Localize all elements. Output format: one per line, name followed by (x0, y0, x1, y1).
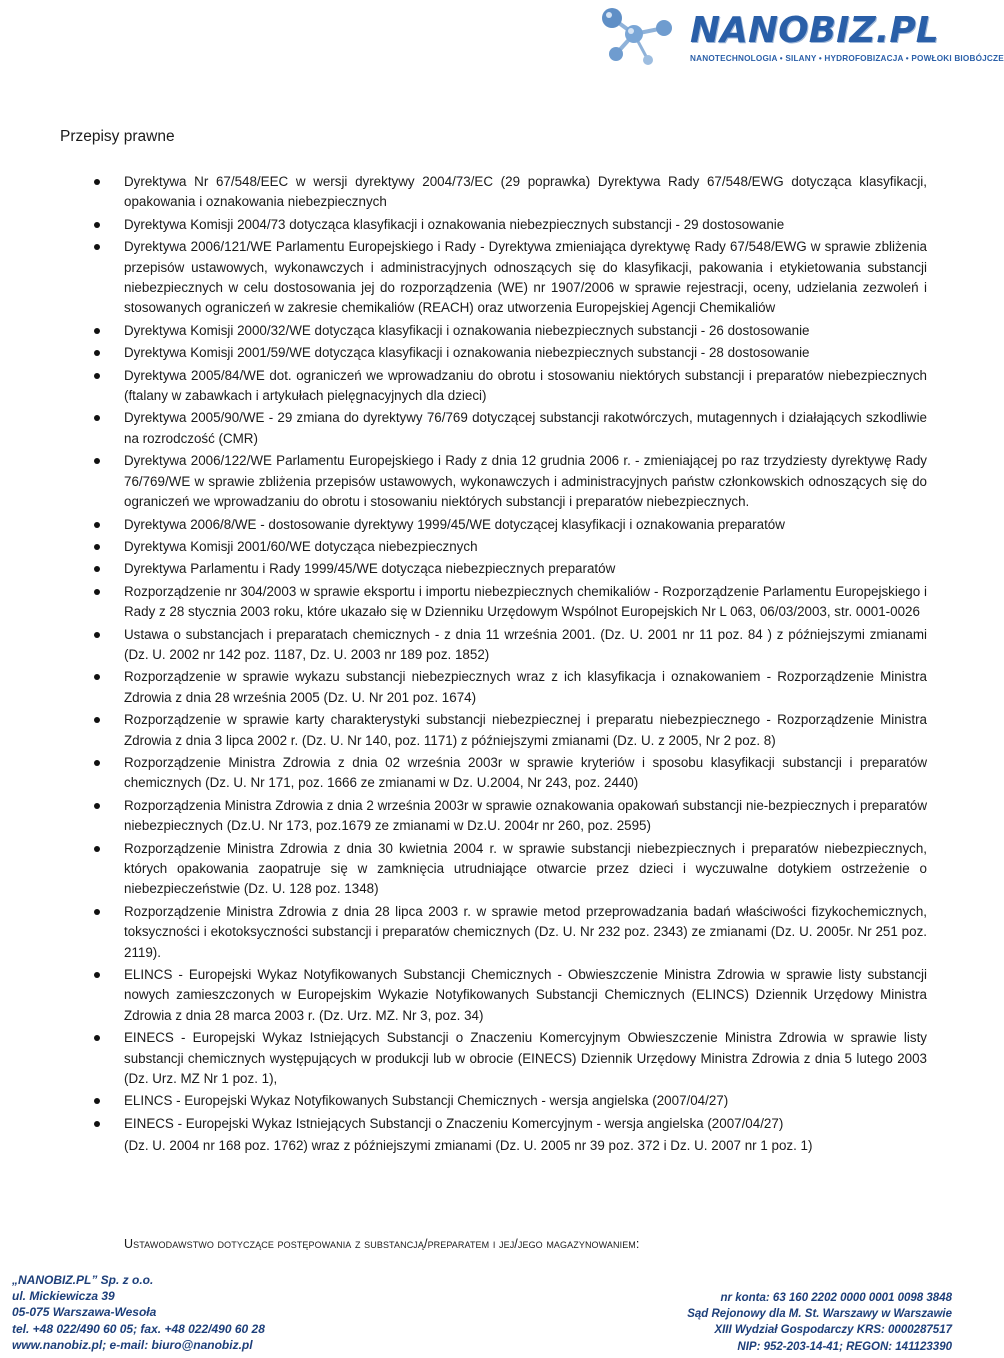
list-item (124, 1028, 927, 1089)
bullet-icon (94, 544, 100, 550)
list-item-text: Rozporządzenie nr 304/2003 w sprawie eksportu i importu niebezpiecznych chemikaliów - Rozporządzenie Parlamentu Europejskiego i Rady z 28 stycznia 2003 roku, które ukazało się w Dzienniku Urzędowym Wspólnot Europejskich Nr L 063, 06/03/2003, str. 0001-0026 (124, 583, 927, 620)
molecule-icon (594, 4, 704, 70)
list-item (124, 1114, 927, 1134)
bullet-icon (94, 350, 100, 356)
bullet-icon (94, 1121, 100, 1127)
list-item (124, 710, 927, 751)
list-item-text: Rozporządzenie w sprawie karty charakterystyki substancji niebezpiecznej i preparatu niebezpiecznego - Rozporządzenie Ministra Zdrowia z dnia 3 lipca 2002 r. (Dz. U. Nr 140, poz. 1171) z późniejszymi zmianami (Dz. U. z 2005, Nr 2 poz. 8) (124, 712, 927, 748)
list-item-text: Rozporządzenie Ministra Zdrowia z dnia 30 kwietnia 2004 r. w sprawie substancji niebezpiecznych i preparatów niebezpiecznych, których opakowania zaopatruje się w zamknięcia utrudniające otwarcie przez dzieci i wyczuwalne dotykiem ostrzeżenie o niebezpieczeństwie (Dz. U. 128 poz. 1348) (124, 840, 927, 897)
list-item-text: Dyrektywa 2006/121/WE Parlamentu Europejskiego i Rady - Dyrektywa zmieniająca dyrektywę Rady 67/548/EWG w sprawie zbliżenia przepisów ustawowych, wykonawczych i administracyjnych odnoszących się do klasyfikacji, pakowania i etykietowania substancji niebezpiecznych w celu dostosowania jej do rozporządzenia (WE) nr 1907/2006 w sprawie rejestracji, oceny, udzielania zezwoleń i stosowanych ograniczeń w zakresie chemikaliów (REACH) oraz utworzenia Europejskiej Agencji Chemikaliów (124, 239, 927, 316)
bullet-icon (94, 803, 100, 809)
bullet-icon (94, 373, 100, 379)
list-item (124, 1091, 927, 1111)
bullet-icon (94, 1035, 100, 1041)
list-item (124, 796, 927, 837)
list-item-text: Dyrektywa Komisji 2001/59/WE dotycząca klasyfikacji i oznakowania niebezpiecznych substancji - 28 dostosowanie (124, 345, 810, 361)
list-item-text: Dyrektywa Komisji 2001/60/WE dotycząca niebezpiecznych (124, 538, 478, 554)
bullet-icon (94, 458, 100, 464)
list-item-text: Rozporządzenia Ministra Zdrowia z dnia 2 września 2003r w sprawie oznakowania opakowań substancji nie-bezpiecznych i preparatów niebezpiecznych (Dz.U. Nr 173, poz.1679 ze zmianami w Dz.U. 2004r nr 260, poz. 2595) (124, 797, 927, 834)
regulations-list (124, 172, 927, 1159)
company-city: 05-075 Warszawa-Wesoła (12, 1305, 157, 1320)
footer-company-info (12, 1272, 265, 1353)
list-item (124, 667, 927, 708)
bullet-icon (94, 909, 100, 915)
list-item (124, 537, 927, 557)
list-item (124, 343, 927, 363)
list-item-continuation (124, 1136, 927, 1156)
bullet-icon (94, 846, 100, 852)
list-item (124, 215, 927, 235)
bullet-icon (94, 717, 100, 723)
list-item (124, 451, 927, 512)
list-item-text: Rozporządzenie Ministra Zdrowia z dnia 02 września 2003r w sprawie kryteriów i sposobu klasyfikacji substancji i preparatów chemicznych (Dz. U. Nr 171, poz. 1666 ze zmianami w Dz. U.2004, Nr 243, poz. 2440) (124, 754, 927, 791)
continuation-text: (Dz. U. 2004 nr 168 poz. 1762) wraz z późniejszymi zmianami (Dz. U. 2005 nr 39 poz. 372 i Dz. U. 2007 nr 1 poz. 1) (124, 1138, 813, 1154)
company-logo (594, 4, 1004, 70)
bullet-icon (94, 522, 100, 528)
list-item-text: Dyrektywa Komisji 2000/32/WE dotycząca klasyfikacji i oznakowania niebezpiecznych substancji - 26 dostosowanie (124, 322, 810, 338)
company-street: ul. Mickiewicza 39 (12, 1289, 115, 1304)
court-name: Sąd Rejonowy dla M. St. Warszawy w Warszawie (687, 1308, 952, 1321)
list-item-text: ELINCS - Europejski Wykaz Notyfikowanych Substancji Chemicznych - wersja angielska (2007/04/27) (124, 1093, 729, 1109)
list-item-text: EINECS - Europejski Wykaz Istniejących Substancji o Znaczeniu Komercyjnym - wersja angielska (2007/04/27) (124, 1115, 784, 1131)
bullet-icon (94, 760, 100, 766)
list-item (124, 366, 927, 407)
page-title: Przepisy prawne (60, 128, 175, 145)
list-item (124, 839, 927, 900)
bullet-icon (94, 1098, 100, 1104)
list-item-text: Dyrektywa 2005/90/WE - 29 zmiana do dyrektywy 76/769 dotyczącej substancji rakotwórczych, mutagennych i działających szkodliwie na rozrodczość (CMR) (124, 410, 927, 446)
list-item (124, 582, 927, 623)
company-phone: tel. +48 022/490 60 05; fax. +48 022/490 60 28 (12, 1321, 265, 1336)
list-item-text: Dyrektywa Nr 67/548/EEC w wersji dyrektywy 2004/73/EC (29 poprawka) Dyrektywa Rady 67/548/EWG dotycząca klasyfikacji, opakowania i oznakowania niebezpiecznych (124, 174, 927, 210)
list-item (124, 625, 927, 666)
bullet-icon (94, 415, 100, 421)
bullet-icon (94, 566, 100, 572)
company-web-email: www.nanobiz.pl; e-mail: biuro@nanobiz.pl (12, 1337, 253, 1352)
company-name: „NANOBIZ.PL” Sp. z o.o. (12, 1273, 154, 1287)
list-item (124, 753, 927, 794)
list-item-text: Dyrektywa 2006/8/WE - dostosowanie dyrektywy 1999/45/WE dotyczącej klasyfikacji i oznakowania preparatów (124, 516, 785, 532)
list-item (124, 965, 927, 1026)
list-item-text: Dyrektywa 2005/84/WE dot. ograniczeń we wprowadzaniu do obrotu i stosowaniu niektórych substancji i preparatów niebezpiecznych (ftalany w zabawkach i artykułach pielęgnacyjnych dla dzieci) (124, 367, 927, 404)
krs-number: XIII Wydział Gospodarczy KRS: 0000287517 (714, 1324, 952, 1337)
list-item (124, 237, 927, 319)
list-item (124, 321, 927, 341)
list-item-text: Dyrektywa 2006/122/WE Parlamentu Europejskiego i Rady z dnia 12 grudnia 2006 r. - zmieniającej po raz trzydziesty dyrektywę Rady 76/769/WE w sprawie zbliżenia przepisów ustawowych, wykonawczych i administracyjnych państw członkowskich odnoszących się do ograniczeń we wprowadzaniu do obrotu i stosowaniu niektórych substancji i preparatów niebezpiecznych. (124, 453, 927, 510)
bullet-icon (94, 222, 100, 228)
list-item-text: ELINCS - Europejski Wykaz Notyfikowanych Substancji Chemicznych - Obwieszczenie Ministra Zdrowia w sprawie listy substancji nowych zamieszczonych w Europejskim Wykazie Notyfikowanych Substancji Chemicznych (ELINCS) Dziennik Urzędowy Ministra Zdrowia z dnia 28 marca 2003 r. (Dz. Urz. MZ. Nr 3, poz. 34) (124, 967, 927, 1023)
bullet-icon (94, 972, 100, 978)
list-item-text: Rozporządzenie Ministra Zdrowia z dnia 28 lipca 2003 r. w sprawie metod przeprowadzania badań właściwości fizykochemicznych, toksyczności i ekotoksyczności substancji i preparatów chemicznych (Dz. U. Nr 232 poz. 2343) ze zmianami (Dz. U. 2005r. Nr 251 poz. 2119). (124, 903, 927, 960)
list-item (124, 559, 927, 579)
bullet-icon (94, 179, 100, 185)
logo-wordmark: NANOBIZ.PL (690, 10, 939, 51)
list-item (124, 408, 927, 449)
footer-registration-info (687, 1290, 952, 1355)
bullet-icon (94, 632, 100, 638)
bank-account: nr konta: 63 160 2202 0000 0001 0098 3848 (720, 1292, 952, 1304)
list-item (124, 515, 927, 535)
list-item-text: Rozporządzenie w sprawie wykazu substancji niebezpiecznych wraz z ich klasyfikacja i oznakowaniem - Rozporządzenie Ministra Zdrowia z dnia 28 września 2005 (Dz. U. Nr 201 poz. 1674) (124, 669, 927, 705)
section-subheading: Ustawodawstwo dotyczące postępowania z substancją/preparatem i jej/jego magazynowaniem: (124, 1237, 640, 1251)
list-item-text: Ustawa o substancjach i preparatach chemicznych - z dnia 11 września 2001. (Dz. U. 2001 nr 11 poz. 84 ) z późniejszymi zmianami (Dz. U. 2002 nr 142 poz. 1187, Dz. U. 2003 nr 189 poz. 1852) (124, 626, 927, 662)
logo-tagline: NANOTECHNOLOGIA • SILANY • HYDROFOBIZACJA • POWŁOKI BIOBÓJCZE (690, 54, 1004, 63)
bullet-icon (94, 589, 100, 595)
nip-regon: NIP: 952-203-14-41; REGON: 141123390 (737, 1340, 952, 1353)
list-item (124, 172, 927, 213)
list-item (124, 902, 927, 963)
list-item-text: Dyrektywa Parlamentu i Rady 1999/45/WE dotycząca niebezpiecznych preparatów (124, 561, 616, 577)
bullet-icon (94, 244, 100, 250)
list-item-text: Dyrektywa Komisji 2004/73 dotycząca klasyfikacji i oznakowania niebezpiecznych substancji - 29 dostosowanie (124, 216, 785, 232)
bullet-icon (94, 674, 100, 680)
bullet-icon (94, 328, 100, 334)
list-item-text: EINECS - Europejski Wykaz Istniejących Substancji o Znaczeniu Komercyjnym Obwieszczenie Ministra Zdrowia w sprawie listy substancji chemicznych występujących w produkcji lub w obrocie (EINECS) Dziennik Urzędowy Ministra Zdrowia z dnia 5 lutego 2003 (Dz. Urz. MZ Nr 1 poz. 1), (124, 1030, 927, 1087)
